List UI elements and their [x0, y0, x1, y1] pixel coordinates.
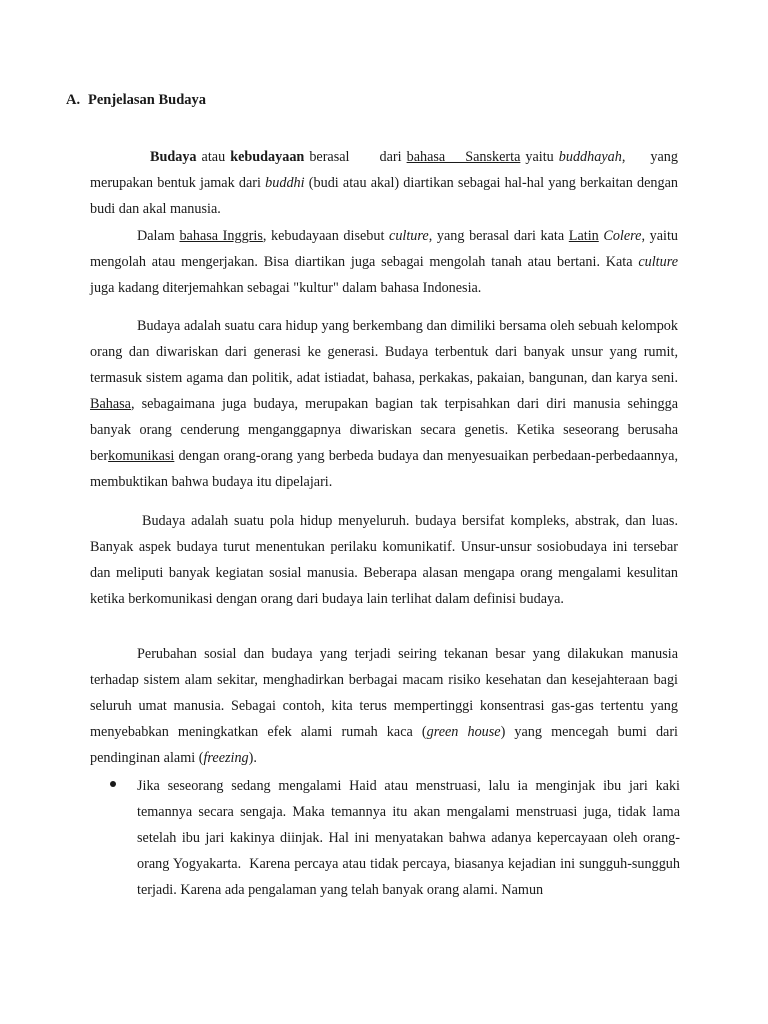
- paragraph-pattern: [90, 508, 678, 612]
- text: Perubahan sosial dan budaya yang terjadi seiring tekanan besar yang dilakukan manusia terhadap sistem alam sekitar, menghadirkan berbagai macam risiko kesehatan dan kesejahteraan bagi seluruh umat manusia. Sebagai contoh, kita terus mempertinggi konsentrasi gas-gas tertentu yang menyebabkan meningkatkan efek alami rumah kaca (: [90, 646, 678, 740]
- link-latin[interactable]: Latin: [568, 228, 599, 244]
- term-buddhayah: buddhayah: [558, 149, 622, 165]
- term-kebudayaan: kebudayaan: [230, 149, 305, 165]
- text: , yang merupakan bentuk jamak dari: [90, 149, 682, 191]
- text: , yang berasal dari kata: [428, 228, 569, 244]
- text: , kebudayaan disebut: [262, 228, 390, 244]
- text: juga kadang diterjemahkan sebagai "kultur" dalam bahasa Indonesia.: [90, 280, 482, 296]
- link-komunikasi[interactable]: komunikasi: [108, 448, 175, 464]
- section-title: Penjelasan Budaya: [88, 92, 207, 108]
- section-heading: [66, 92, 206, 109]
- bullet-icon: [110, 781, 116, 787]
- paragraph-social-change: [90, 641, 678, 771]
- text: Budaya adalah suatu cara hidup yang berkembang dan dimiliki bersama oleh sebuah kelompok orang dan diwariskan dari generasi ke generasi. Budaya terbentuk dari banyak unsur yang rumit, termasuk sistem agama dan politik, adat istiadat, bahasa, perkakas, pakaian, bangunan, dan karya seni.: [90, 318, 678, 386]
- term-buddhi: buddhi: [265, 175, 305, 191]
- link-bahasa-sanskerta[interactable]: bahasa Sanskerta: [406, 149, 521, 165]
- term-colere: Colere: [603, 228, 642, 244]
- text: Dalam: [137, 228, 180, 244]
- text: , sebagaimana juga budaya, merupakan bagian tak terpisahkan dari diri manusia sehingga banyak orang cenderung menganggapnya diwariskan secara genetis. Ketika seseorang berusaha ber: [90, 396, 678, 464]
- paragraph-way-of-life: [90, 313, 678, 495]
- term-culture: culture: [389, 228, 429, 244]
- text: berasal dari: [304, 149, 407, 165]
- text: (budi atau akal) diartikan sebagai hal-hal yang berkaitan dengan budi dan akal manusia.: [90, 175, 678, 217]
- paragraph-definition: [90, 144, 682, 222]
- term-budaya: Budaya: [150, 149, 197, 165]
- section-number: A.: [66, 92, 81, 108]
- link-bahasa[interactable]: Bahasa: [90, 396, 131, 412]
- paragraph-english: [90, 223, 678, 301]
- term-culture-2: culture: [638, 254, 678, 270]
- text: Budaya adalah suatu pola hidup menyeluruh. budaya bersifat kompleks, abstrak, dan luas. Banyak aspek budaya turut menentukan perilaku komunikatif. Unsur-unsur sosiobudaya ini tersebar dan meliputi banyak kegiatan sosial manusia. Beberapa alasan mengapa orang mengalami kesulitan ketika berkomunikasi dengan orang dari budaya lain terlihat dalam definisi budaya.: [90, 513, 678, 607]
- text: yaitu: [520, 149, 559, 165]
- text: atau: [196, 149, 231, 165]
- text: ).: [248, 750, 257, 766]
- text: dengan orang-orang yang berbeda budaya dan menyesuaikan perbedaan-perbedaannya, membuktikan bahwa budaya itu dipelajari.: [90, 448, 678, 490]
- text: , yaitu mengolah atau mengerjakan. Bisa diartikan juga sebagai mengolah tanah atau bertani. Kata: [90, 228, 679, 270]
- text: ) yang mencegah bumi dari pendinginan alami (: [90, 724, 678, 766]
- link-bahasa-inggris[interactable]: bahasa Inggris: [179, 228, 263, 244]
- term-freezing: freezing: [203, 750, 249, 766]
- list-item-text: Jika seseorang sedang mengalami Haid atau menstruasi, lalu ia menginjak ibu jari kaki temannya secara sengaja. Maka temannya itu akan mengalami menstruasi juga, tidak lama setelah ibu jari kakinya diinjak. Hal ini menyatakan bahwa adanya kepercayaan oleh orang-orang Yogyakarta. Karena percaya atau tidak percaya, biasanya kejadian ini sungguh-sungguh terjadi. Karena ada pengalaman yang telah banyak orang alami. Namun: [137, 778, 684, 898]
- term-green-house: green house: [426, 724, 501, 740]
